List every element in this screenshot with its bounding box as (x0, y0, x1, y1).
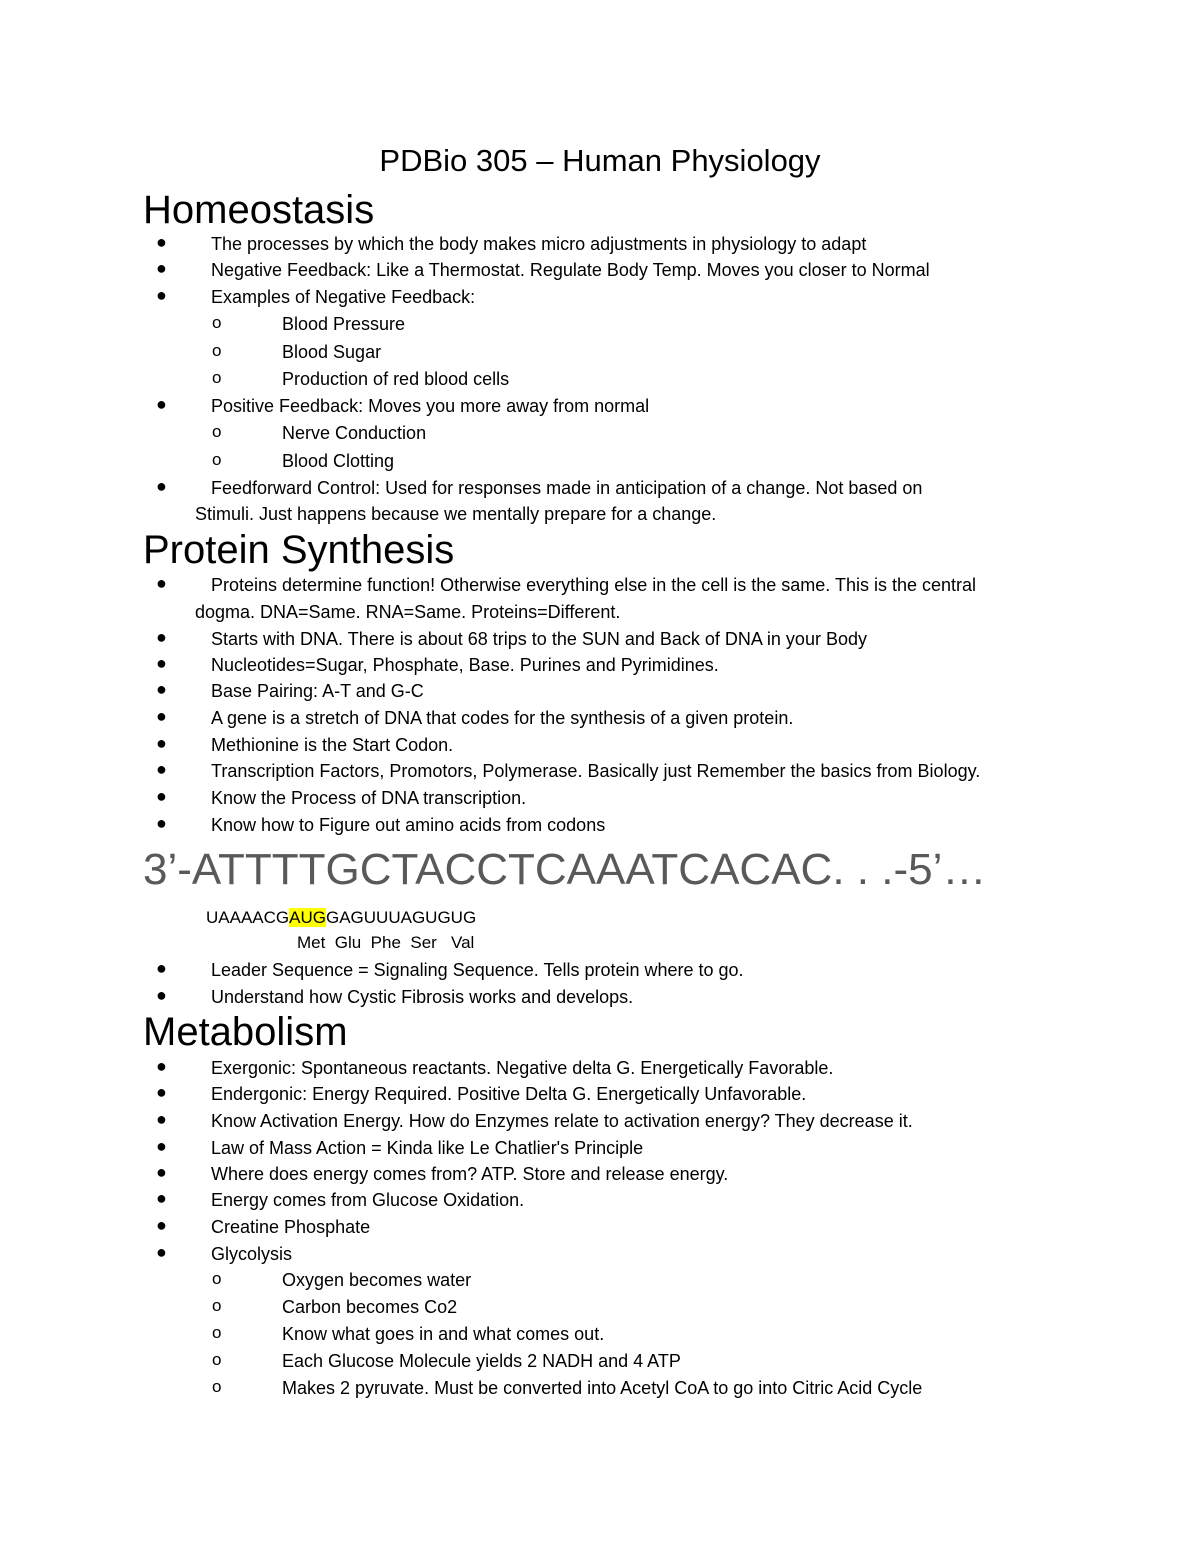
list-item: Positive Feedback: Moves you more away from normal (211, 396, 650, 416)
document-title: PDBio 305 – Human Physiology (379, 143, 821, 178)
list-item: A gene is a stretch of DNA that codes for the synthesis of a given protein. (211, 708, 794, 728)
list-item: Know how to Figure out amino acids from codons (211, 815, 606, 835)
list-item: Nucleotides=Sugar, Phosphate, Base. Purines and Pyrimidines. (211, 655, 719, 675)
list-item: Examples of Negative Feedback: (211, 287, 476, 307)
list-item: Proteins determine function! Otherwise everything else in the cell is the same. This is the central (211, 575, 977, 595)
circle-bullet-icon: o (212, 1269, 222, 1288)
bullet-icon: ● (156, 285, 167, 305)
list-item: Endergonic: Energy Required. Positive Delta G. Energetically Unfavorable. (211, 1084, 807, 1104)
bullet-icon: ● (156, 1162, 167, 1182)
circle-bullet-icon: o (212, 1350, 222, 1369)
list-item: Glycolysis (211, 1244, 293, 1264)
amino-acids: Met Glu Phe Ser Val (297, 933, 475, 952)
list-item: Understand how Cystic Fibrosis works and develops. (211, 987, 634, 1007)
list-item: Blood Clotting (282, 451, 395, 471)
list-item: Oxygen becomes water (282, 1270, 472, 1290)
bullet-icon: ● (156, 958, 167, 978)
list-item: Know what goes in and what comes out. (282, 1324, 605, 1344)
list-item: Methionine is the Start Codon. (211, 735, 454, 755)
bullet-icon: ● (156, 258, 167, 278)
list-item: Exergonic: Spontaneous reactants. Negative delta G. Energetically Favorable. (211, 1058, 834, 1078)
bullet-icon: ● (156, 1082, 167, 1102)
start-codon-highlight: AUG (289, 908, 326, 927)
circle-bullet-icon: o (212, 313, 222, 332)
heading-homeostasis: Homeostasis (143, 188, 375, 232)
bullet-icon: ● (156, 1056, 167, 1076)
bullet-icon: ● (156, 653, 167, 673)
heading-protein-synthesis: Protein Synthesis (143, 528, 455, 572)
bullet-icon: ● (156, 476, 167, 496)
list-item: Know Activation Energy. How do Enzymes relate to activation energy? They decrease it. (211, 1111, 913, 1131)
list-item: Each Glucose Molecule yields 2 NADH and 4 ATP (282, 1351, 681, 1371)
circle-bullet-icon: o (212, 422, 222, 441)
circle-bullet-icon: o (212, 1296, 222, 1315)
list-item: Know the Process of DNA transcription. (211, 788, 527, 808)
bullet-icon: ● (156, 679, 167, 699)
bullet-icon: ● (156, 232, 167, 252)
list-item: Negative Feedback: Like a Thermostat. Regulate Body Temp. Moves you closer to Normal (211, 260, 930, 280)
list-item: Blood Sugar (282, 342, 382, 362)
bullet-icon: ● (156, 1136, 167, 1156)
list-item: Nerve Conduction (282, 423, 427, 443)
bullet-icon: ● (156, 733, 167, 753)
list-item: Law of Mass Action = Kinda like Le Chatlier's Principle (211, 1138, 644, 1158)
list-item: Production of red blood cells (282, 369, 510, 389)
list-item-continuation: dogma. DNA=Same. RNA=Same. Proteins=Different. (195, 602, 621, 622)
bullet-icon: ● (156, 813, 167, 833)
bullet-icon: ● (156, 786, 167, 806)
bullet-icon: ● (156, 627, 167, 647)
bullet-icon: ● (156, 985, 167, 1005)
circle-bullet-icon: o (212, 368, 222, 387)
bullet-icon: ● (156, 1242, 167, 1262)
list-item: Energy comes from Glucose Oxidation. (211, 1190, 525, 1210)
mrna-before: UAAAACG (206, 908, 290, 927)
list-item: Where does energy comes from? ATP. Store and release energy. (211, 1164, 729, 1184)
bullet-icon: ● (156, 1109, 167, 1129)
list-item: Creatine Phosphate (211, 1217, 371, 1237)
list-item: Starts with DNA. There is about 68 trips to the SUN and Back of DNA in your Body (211, 629, 867, 649)
bullet-icon: ● (156, 573, 167, 593)
list-item: Base Pairing: A-T and G-C (211, 681, 424, 701)
list-item: Transcription Factors, Promotors, Polymerase. Basically just Remember the basics from Biology. (211, 761, 981, 781)
circle-bullet-icon: o (212, 341, 222, 360)
bullet-icon: ● (156, 706, 167, 726)
mrna-after: GAGUUUAGUGUG (325, 908, 477, 927)
circle-bullet-icon: o (212, 1377, 222, 1396)
list-item: Carbon becomes Co2 (282, 1297, 458, 1317)
list-item-continuation: Stimuli. Just happens because we mentally prepare for a change. (195, 504, 717, 524)
bullet-icon: ● (156, 394, 167, 414)
list-item: The processes by which the body makes micro adjustments in physiology to adapt (211, 234, 867, 254)
heading-metabolism: Metabolism (143, 1010, 348, 1054)
bullet-icon: ● (156, 1215, 167, 1235)
circle-bullet-icon: o (212, 450, 222, 469)
dna-sequence: 3’-ATTTTGCTACCTCAAATCACAC. . .-5’… (143, 845, 987, 894)
bullet-icon: ● (156, 1188, 167, 1208)
mrna-sequence (206, 906, 476, 930)
list-item: Feedforward Control: Used for responses made in anticipation of a change. Not based on (211, 478, 923, 498)
circle-bullet-icon: o (212, 1323, 222, 1342)
list-item: Blood Pressure (282, 314, 406, 334)
bullet-icon: ● (156, 759, 167, 779)
list-item: Leader Sequence = Signaling Sequence. Tells protein where to go. (211, 960, 744, 980)
list-item: Makes 2 pyruvate. Must be converted into Acetyl CoA to go into Citric Acid Cycle (282, 1378, 923, 1398)
